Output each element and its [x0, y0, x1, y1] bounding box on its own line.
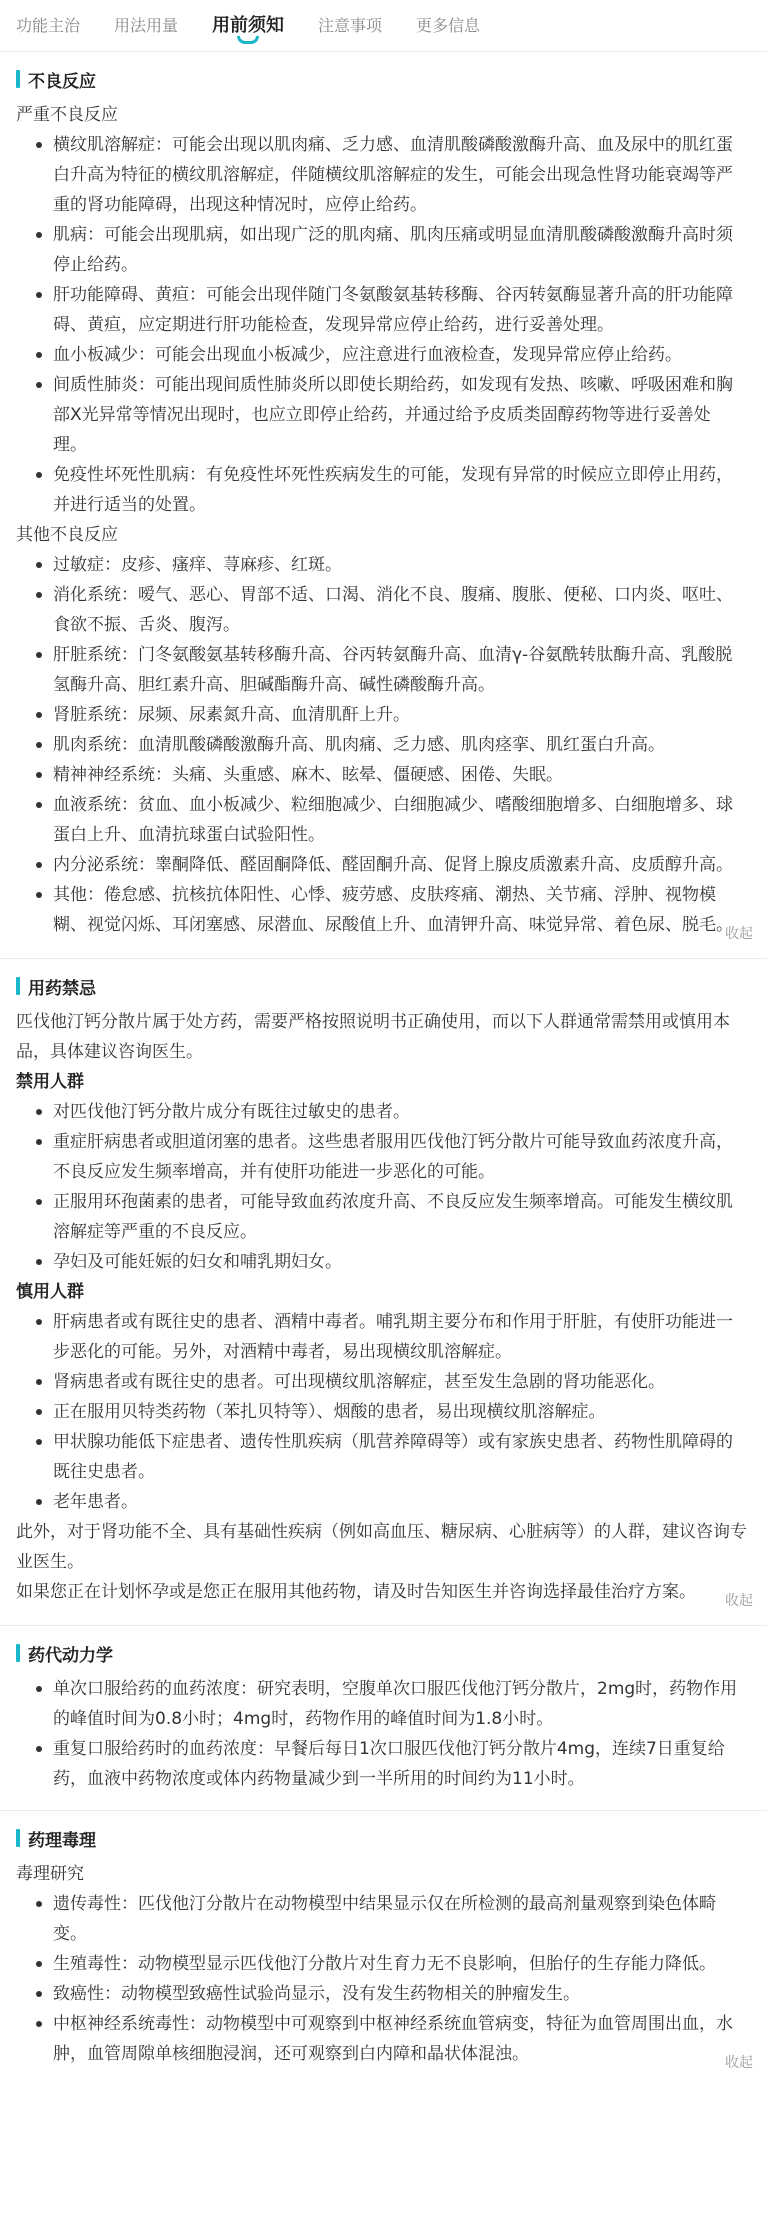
list-item-text: 其他：倦怠感、抗核抗体阳性、心悸、疲劳感、皮肤疼痛、潮热、关节痛、浮肿、视物模糊、视觉闪烁、耳闭塞感、尿潜血、尿酸值上升、血清钾升高、味觉异常、着色尿、脱毛。: [53, 885, 733, 935]
bullet-icon: [36, 1379, 42, 1385]
list-item: [16, 1734, 751, 1794]
bullet-icon: [36, 292, 42, 298]
bullet-icon: [36, 232, 42, 238]
list-item: [16, 850, 751, 880]
list-item-text: 内分泌系统：睾酮降低、醛固酮降低、醛固酮升高、促肾上腺皮质激素升高、皮质醇升高。: [53, 855, 733, 875]
list-item: [16, 1187, 751, 1247]
list-item-text: 肾脏系统：尿频、尿素氮升高、血清肌酐上升。: [53, 705, 410, 725]
contra-intro: 匹伐他汀钙分散片属于处方药，需要严格按照说明书正确使用，而以下人群通常需禁用或慎用本品，具体建议咨询医生。: [16, 1012, 730, 1062]
list-item: [16, 370, 751, 460]
list-item: [16, 340, 751, 370]
tab-5[interactable]: [416, 0, 480, 52]
bullet-icon: [36, 142, 42, 148]
list-item: [16, 1487, 751, 1517]
active-tab-indicator: [237, 36, 259, 44]
list-item: [16, 1307, 751, 1367]
section-adverse-reactions: [16, 58, 751, 948]
section-title: [16, 1632, 751, 1674]
caution-list: [16, 1307, 751, 1517]
list-item-text: 对匹伐他汀钙分散片成分有既往过敏史的患者。: [53, 1102, 410, 1122]
list-item-text: 遗传毒性：匹伐他汀分散片在动物模型中结果显示仅在所检测的最高剂量观察到染色体畸变。: [53, 1894, 716, 1944]
caution-heading: 慎用人群: [16, 1282, 84, 1302]
list-item-text: 致癌性：动物模型致癌性试验尚显示，没有发生药物相关的肿瘤发生。: [53, 1984, 580, 2004]
list-item-text: 肝功能障碍、黄疸：可能会出现伴随门冬氨酸氨基转移酶、谷丙转氨酶显著升高的肝功能障碍、黄疸，应定期进行肝功能检查，发现异常应停止给药，进行妥善处理。: [53, 285, 733, 335]
divider: [0, 1625, 767, 1626]
section-toxicology: [16, 1817, 751, 2077]
list-item: [16, 640, 751, 700]
bullet-icon: [36, 742, 42, 748]
list-item-text: 甲状腺功能低下症患者、遗传性肌疾病（肌营养障碍等）或有家族史患者、药物性肌障碍的既往史患者。: [53, 1432, 733, 1482]
list-item-text: 生殖毒性：动物模型显示匹伐他汀分散片对生育力无不良影响，但胎仔的生存能力降低。: [53, 1954, 716, 1974]
list-item: [16, 1127, 751, 1187]
section-title: [16, 1817, 751, 1859]
list-item-text: 单次口服给药的血药浓度：研究表明，空腹单次口服匹伐他汀钙分散片，2mg时，药物作用的峰值时间为0.8小时；4mg时，药物作用的峰值时间为1.8小时。: [53, 1679, 738, 1729]
section-title-text: 用药禁忌: [28, 978, 96, 999]
list-item: [16, 1427, 751, 1487]
serious-reactions-list: [16, 130, 751, 520]
list-item-text: 血液系统：贫血、血小板减少、粒细胞减少、白细胞减少、嗜酸细胞增多、白细胞增多、球蛋白上升、血清抗球蛋白试验阳性。: [53, 795, 733, 845]
contra-outro-2: 如果您正在计划怀孕或是您正在服用其他药物，请及时告知医生并咨询选择最佳治疗方案。: [16, 1582, 696, 1602]
list-item-text: 肌肉系统：血清肌酸磷酸激酶升高、肌肉痛、乏力感、肌肉痉挛、肌红蛋白升高。: [53, 735, 665, 755]
list-item-text: 重复口服给药时的血药浓度：早餐后每日1次口服匹伐他汀钙分散片4mg，连续7日重复给药，血液中药物浓度或体内药物量减少到一半所用的时间约为11小时。: [53, 1739, 725, 1789]
tab-3[interactable]: [212, 0, 284, 52]
tab-bar: [0, 0, 767, 52]
section-title: [16, 58, 751, 100]
list-item: [16, 880, 751, 940]
other-reactions-list: [16, 550, 751, 940]
list-item: [16, 730, 751, 760]
bullet-icon: [36, 1746, 42, 1752]
list-item: [16, 700, 751, 730]
section-contraindications: [16, 965, 751, 1615]
list-item-text: 消化系统：嗳气、恶心、胃部不适、口渴、消化不良、腹痛、腹胀、便秘、口内炎、呕吐、食欲不振、舌炎、腹泻。: [53, 585, 733, 635]
bullet-icon: [36, 892, 42, 898]
tab-label: 用法用量: [114, 15, 179, 35]
list-item-text: 肾病患者或有既往史的患者。可出现横纹肌溶解症，甚至发生急剧的肾功能恶化。: [53, 1372, 665, 1392]
bullet-icon: [36, 652, 42, 658]
bullet-icon: [36, 712, 42, 718]
list-item-text: 老年患者。: [53, 1492, 138, 1512]
bullet-icon: [36, 562, 42, 568]
collapse-button[interactable]: 收起: [725, 2055, 753, 2071]
list-item-text: 中枢神经系统毒性：动物模型中可观察到中枢神经系统血管病变，特征为血管周围出血，水肿，血管周隙单核细胞浸润，还可观察到白内障和晶状体混浊。: [53, 2014, 733, 2064]
bullet-icon: [36, 592, 42, 598]
list-item: [16, 1397, 751, 1427]
list-item: [16, 1247, 751, 1277]
list-item-text: 正在服用贝特类药物（苯扎贝特等）、烟酸的患者，易出现横纹肌溶解症。: [53, 1402, 606, 1422]
list-item: [16, 1097, 751, 1127]
list-item: [16, 1889, 751, 1949]
section-marker: [16, 1644, 20, 1662]
list-item-text: 肌病：可能会出现肌病，如出现广泛的肌肉痛、肌肉压痛或明显血清肌酸磷酸激酶升高时须停止给药。: [53, 225, 733, 275]
list-item: [16, 280, 751, 340]
list-item: [16, 1674, 751, 1734]
tab-2[interactable]: [114, 0, 178, 52]
list-item: [16, 790, 751, 850]
divider: [0, 958, 767, 959]
list-item-text: 肝病患者或有既往史的患者、酒精中毒者。哺乳期主要分布和作用于肝脏，有使肝功能进一步恶化的可能。另外，对酒精中毒者，易出现横纹肌溶解症。: [53, 1312, 733, 1362]
bullet-icon: [36, 1499, 42, 1505]
bullet-icon: [36, 1439, 42, 1445]
divider: [0, 1810, 767, 1811]
list-item-text: 肝脏系统：门冬氨酸氨基转移酶升高、谷丙转氨酶升高、血清γ-谷氨酰转肽酶升高、乳酸脱氢酶升高、胆红素升高、胆碱酯酶升高、碱性磷酸酶升高。: [53, 645, 733, 695]
bullet-icon: [36, 772, 42, 778]
section-title-text: 药理毒理: [28, 1830, 96, 1851]
collapse-button[interactable]: 收起: [725, 926, 753, 942]
bullet-icon: [36, 1686, 42, 1692]
tab-label: 注意事项: [318, 15, 383, 35]
list-item: [16, 1949, 751, 1979]
list-item-text: 重症肝病患者或胆道闭塞的患者。这些患者服用匹伐他汀钙分散片可能导致血药浓度升高，不良反应发生频率增高，并有使肝功能进一步恶化的可能。: [53, 1132, 733, 1182]
section-marker: [16, 1829, 20, 1847]
bullet-icon: [36, 1319, 42, 1325]
list-item: [16, 1979, 751, 2009]
bullet-icon: [36, 1199, 42, 1205]
list-item-text: 正服用环孢菌素的患者，可能导致血药浓度升高、不良反应发生频率增高。可能发生横纹肌溶解症等严重的不良反应。: [53, 1192, 733, 1242]
list-item-text: 过敏症：皮疹、瘙痒、荨麻疹、红斑。: [53, 555, 342, 575]
pk-list: [16, 1674, 751, 1794]
list-item: [16, 580, 751, 640]
list-item-text: 精神神经系统：头痛、头重感、麻木、眩晕、僵硬感、困倦、失眠。: [53, 765, 563, 785]
forbidden-heading: 禁用人群: [16, 1072, 84, 1092]
section-marker: [16, 977, 20, 995]
bullet-icon: [36, 1259, 42, 1265]
forbidden-list: [16, 1097, 751, 1277]
list-item: [16, 220, 751, 280]
section-title-text: 药代动力学: [28, 1645, 113, 1666]
content: [0, 58, 767, 2077]
bullet-icon: [36, 1901, 42, 1907]
list-item: [16, 2009, 751, 2069]
tab-1[interactable]: [16, 0, 80, 52]
list-item-text: 间质性肺炎：可能出现间质性肺炎所以即使长期给药，如发现有发热、咳嗽、呼吸困难和胸部X光异常等情况出现时，也应立即停止给药，并通过给予皮质类固醇药物等进行妥善处理。: [53, 375, 733, 455]
list-item: [16, 460, 751, 520]
tab-4[interactable]: [318, 0, 382, 52]
serious-reactions-heading: 严重不良反应: [16, 105, 118, 125]
list-item-text: 免疫性坏死性肌病：有免疫性坏死性疾病发生的可能，发现有异常的时候应立即停止用药，并进行适当的处置。: [53, 465, 733, 515]
list-item: [16, 130, 751, 220]
list-item: [16, 760, 751, 790]
bullet-icon: [36, 1109, 42, 1115]
bullet-icon: [36, 352, 42, 358]
list-item-text: 孕妇及可能妊娠的妇女和哺乳期妇女。: [53, 1252, 342, 1272]
tox-list: [16, 1889, 751, 2069]
bullet-icon: [36, 1409, 42, 1415]
contra-outro-1: 此外，对于肾功能不全、具有基础性疾病（例如高血压、糖尿病、心脏病等）的人群，建议咨询专业医生。: [16, 1522, 747, 1572]
collapse-button[interactable]: 收起: [725, 1593, 753, 1609]
tox-study-heading: 毒理研究: [16, 1864, 84, 1884]
list-item: [16, 1367, 751, 1397]
section-title: [16, 965, 751, 1007]
list-item-text: 横纹肌溶解症：可能会出现以肌肉痛、乏力感、血清肌酸磷酸激酶升高、血及尿中的肌红蛋白升高为特征的横纹肌溶解症，伴随横纹肌溶解症的发生，可能会出现急性肾功能衰竭等严重的肾功能障碍，出现这种情况时，应停止给药。: [53, 135, 733, 215]
tab-label: 用前须知: [212, 14, 285, 36]
section-title-text: 不良反应: [28, 71, 96, 92]
section-pharmacokinetics: [16, 1632, 751, 1800]
bullet-icon: [36, 1961, 42, 1967]
bullet-icon: [36, 862, 42, 868]
bullet-icon: [36, 2021, 42, 2027]
tab-label: 功能主治: [16, 15, 81, 35]
section-marker: [16, 70, 20, 88]
bullet-icon: [36, 472, 42, 478]
other-reactions-heading: 其他不良反应: [16, 525, 118, 545]
bullet-icon: [36, 382, 42, 388]
tab-label: 更多信息: [416, 15, 481, 35]
bullet-icon: [36, 1991, 42, 1997]
bullet-icon: [36, 802, 42, 808]
bullet-icon: [36, 1139, 42, 1145]
list-item-text: 血小板减少：可能会出现血小板减少，应注意进行血液检查，发现异常应停止给药。: [53, 345, 682, 365]
list-item: [16, 550, 751, 580]
